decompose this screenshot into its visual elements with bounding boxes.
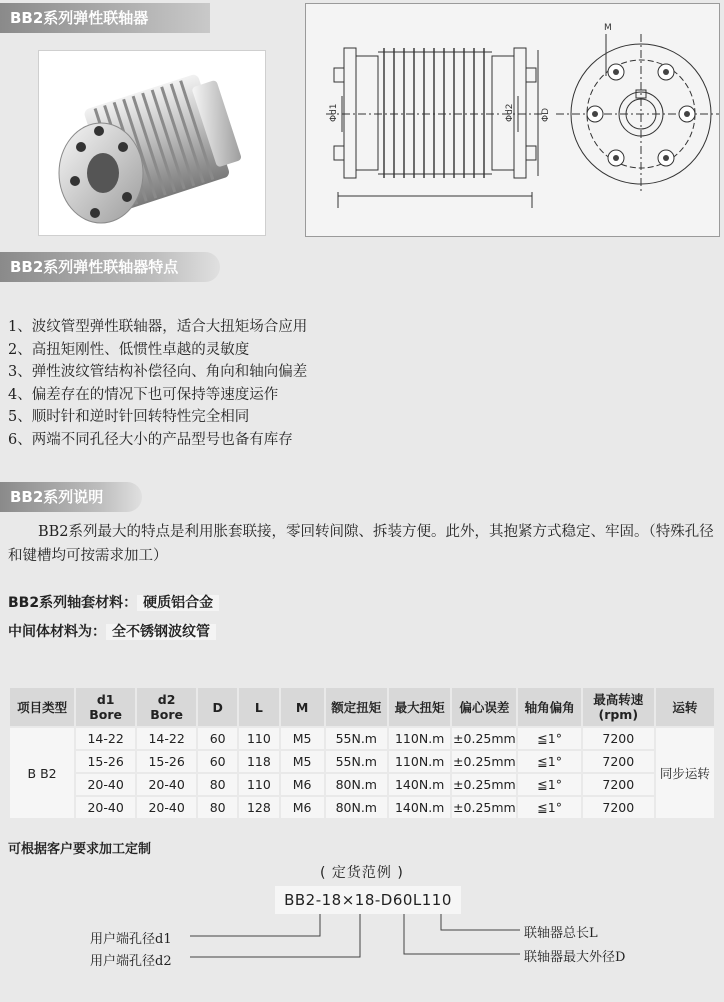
drawing-label-d: ΦD	[541, 107, 551, 122]
header-d2-text: d2 Bore	[150, 692, 184, 722]
table-cell: 15-26	[76, 751, 135, 772]
middle-material-label: 中间体材料为：	[8, 624, 106, 640]
header-rated-torque: 额定扭矩	[326, 688, 387, 726]
table-cell: 80	[198, 774, 237, 795]
table-cell: 7200	[583, 774, 654, 795]
drawing-label-m: M	[604, 23, 612, 33]
drawing-label-d1: Φd1	[329, 103, 339, 122]
table-cell: 7200	[583, 751, 654, 772]
table-cell: 110	[239, 728, 278, 749]
label-d: 联轴器最大外径D	[524, 950, 626, 965]
hub-material-label: BB2系列轴套材料：	[8, 595, 138, 611]
table-cell: M5	[281, 751, 324, 772]
feature-item: 1、波纹管型弹性联轴器，适合大扭矩场合应用	[8, 319, 308, 335]
description-text: BB2系列最大的特点是利用胀套联接，零回转间隙、拆装方便。此外，其抱紧方式稳定、牢固。（特殊孔径和键槽均可按需求加工）	[8, 524, 714, 564]
table-cell: 110N.m	[389, 751, 451, 772]
table-cell: 7200	[583, 797, 654, 818]
header-angular-deviation: 轴角偏角	[518, 688, 581, 726]
table-cell: M5	[281, 728, 324, 749]
table-cell: 80	[198, 797, 237, 818]
table-cell: 7200	[583, 728, 654, 749]
table-cell: ≦1°	[518, 751, 581, 772]
feature-item: 4、偏差存在的情况下也可保持等速度运作	[8, 386, 279, 403]
header-max-torque: 最大扭矩	[389, 688, 451, 726]
feature-item: 6、两端不同孔径大小的产品型号也备有库存	[8, 431, 293, 448]
header-model-type: 项目类型	[10, 688, 74, 726]
table-cell: 110N.m	[389, 728, 451, 749]
header-operation: 运转	[656, 688, 714, 726]
header-l: L	[239, 688, 278, 726]
table-cell: 15-26	[137, 751, 196, 772]
table-cell: 118	[239, 751, 278, 772]
description-heading: BB2系列说明	[0, 482, 142, 512]
table-cell: 20-40	[76, 797, 135, 818]
table-cell: 80N.m	[326, 774, 387, 795]
table-cell: ±0.25mm	[452, 797, 516, 818]
middle-material-value: 全不锈钢波纹管	[106, 624, 216, 640]
table-cell: 55N.m	[326, 751, 387, 772]
order-example-title: ( 定货范例 )	[320, 865, 404, 881]
table-cell: M6	[281, 797, 324, 818]
header-eccentric-error: 偏心误差	[452, 688, 516, 726]
label-l: 联轴器总长L	[524, 926, 598, 941]
table-cell: ±0.25mm	[452, 728, 516, 749]
table-cell: 60	[198, 728, 237, 749]
features-heading: BB2系列弹性联轴器特点	[0, 252, 220, 282]
order-example-code: BB2-18×18-D60L110	[275, 886, 461, 914]
table-cell: ≦1°	[518, 728, 581, 749]
page-title: BB2系列弹性联轴器	[0, 3, 210, 33]
drawing-label-d2: Φd2	[505, 103, 515, 122]
table-cell: 14-22	[137, 728, 196, 749]
table-cell: 20-40	[137, 797, 196, 818]
feature-item: 2、高扭矩刚性、低惯性卓越的灵敏度	[8, 341, 250, 358]
table-cell: 20-40	[76, 774, 135, 795]
table-cell: M6	[281, 774, 324, 795]
table-cell: 55N.m	[326, 728, 387, 749]
table-cell: 128	[239, 797, 278, 818]
hub-material-value: 硬质铝合金	[137, 595, 219, 611]
header-m: M	[281, 688, 324, 726]
table-cell: 110	[239, 774, 278, 795]
model-cell: B B2	[10, 728, 74, 818]
header-max-speed-text: 最高转速 (rpm)	[593, 692, 644, 722]
custom-note: 可根据客户要求加工定制	[8, 842, 152, 857]
label-d1: 用户端孔径d1	[90, 932, 172, 947]
label-d2: 用户端孔径d2	[90, 954, 172, 969]
table-cell: ±0.25mm	[452, 751, 516, 772]
feature-item: 3、弹性波纹管结构补偿径向、角向和轴向偏差	[8, 364, 308, 381]
table-cell: 140N.m	[389, 774, 451, 795]
table-cell: ≦1°	[518, 797, 581, 818]
feature-item: 5、顺时针和逆时针回转特性完全相同	[8, 409, 250, 426]
table-cell: 80N.m	[326, 797, 387, 818]
table-cell: 140N.m	[389, 797, 451, 818]
table-cell: ≦1°	[518, 774, 581, 795]
table-cell: 14-22	[76, 728, 135, 749]
operation-cell: 同步运转	[656, 728, 714, 818]
table-cell: ±0.25mm	[452, 774, 516, 795]
header-d1-text: d1 Bore	[89, 692, 123, 722]
table-cell: 20-40	[137, 774, 196, 795]
header-d: D	[198, 688, 237, 726]
table-cell: 60	[198, 751, 237, 772]
